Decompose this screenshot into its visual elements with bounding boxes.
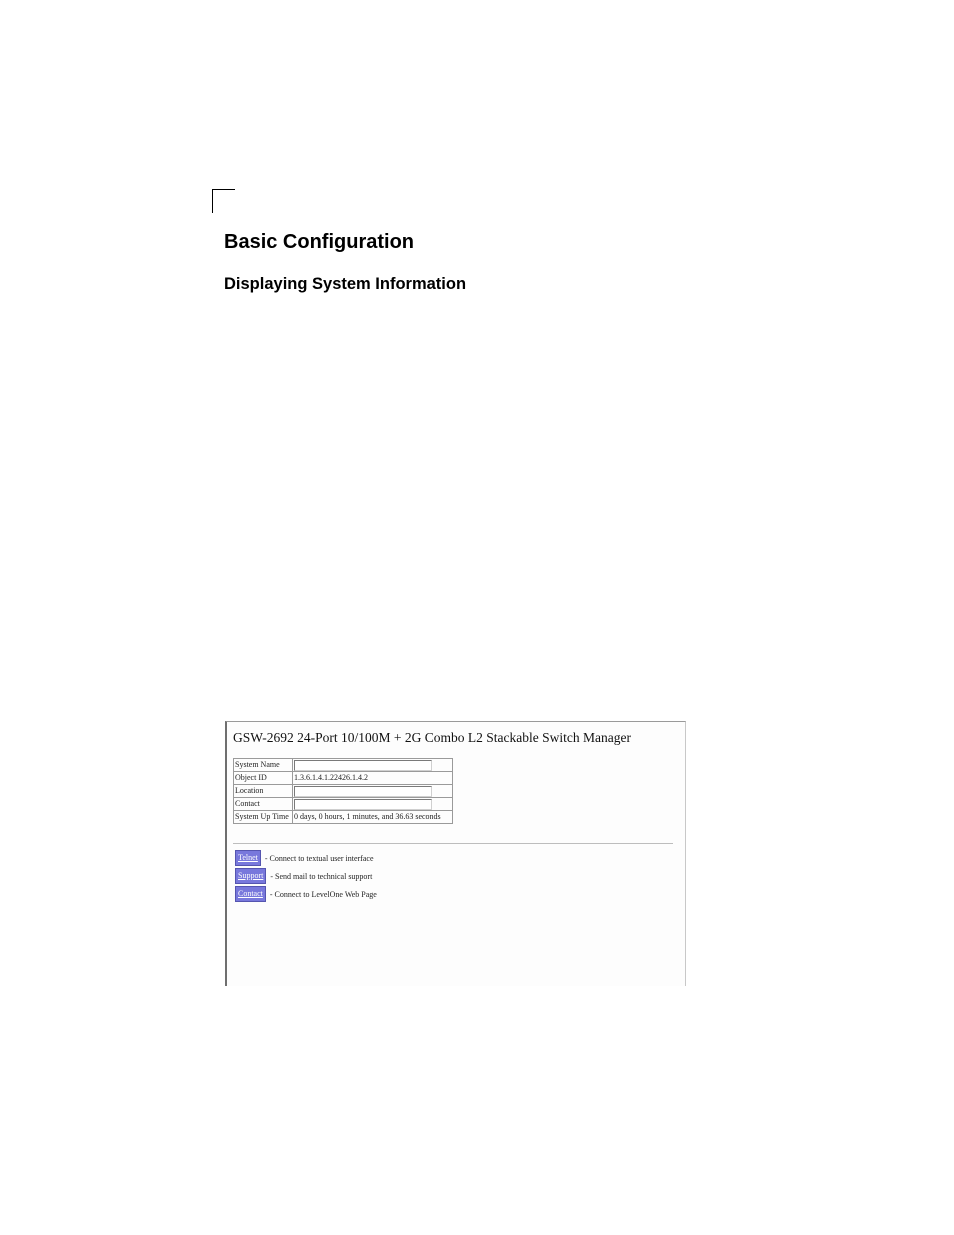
telnet-button[interactable]: Telnet <box>235 850 261 866</box>
contact-label: Contact <box>234 798 293 811</box>
system-name-input[interactable] <box>294 760 432 771</box>
support-link-row <box>235 868 372 884</box>
location-input[interactable] <box>294 786 432 797</box>
location-label: Location <box>234 785 293 798</box>
section-title: Displaying System Information <box>224 275 467 293</box>
system-up-time-label: System Up Time <box>234 811 293 824</box>
system-name-label: System Name <box>234 759 293 772</box>
switch-manager-title: GSW-2692 24-Port 10/100M + 2G Combo L2 Stackable Switch Manager <box>233 730 631 745</box>
table-row <box>234 785 453 798</box>
contact-description: - Connect to LevelOne Web Page <box>269 889 377 899</box>
table-row <box>234 811 453 824</box>
system-up-time-value: 0 days, 0 hours, 1 minutes, and 36.63 seconds <box>293 811 453 824</box>
telnet-description: - Connect to textual user interface <box>264 853 374 863</box>
system-name-cell <box>293 759 453 772</box>
crop-mark-vertical <box>212 189 213 213</box>
support-button[interactable]: Support <box>235 868 266 884</box>
horizontal-divider <box>233 843 673 844</box>
contact-input[interactable] <box>294 799 432 810</box>
table-row <box>234 772 453 785</box>
object-id-label: Object ID <box>234 772 293 785</box>
object-id-value: 1.3.6.1.4.1.22426.1.4.2 <box>293 772 453 785</box>
table-row <box>234 759 453 772</box>
system-information-screenshot <box>225 721 686 986</box>
support-description: - Send mail to technical support <box>270 871 373 881</box>
telnet-link-row <box>235 850 374 866</box>
crop-mark-horizontal <box>212 189 235 190</box>
page-title: Basic Configuration <box>224 231 415 253</box>
table-row <box>234 798 453 811</box>
contact-link-row <box>235 886 377 902</box>
contact-cell <box>293 798 453 811</box>
contact-button[interactable]: Contact <box>235 886 266 902</box>
system-info-table <box>233 758 453 824</box>
location-cell <box>293 785 453 798</box>
